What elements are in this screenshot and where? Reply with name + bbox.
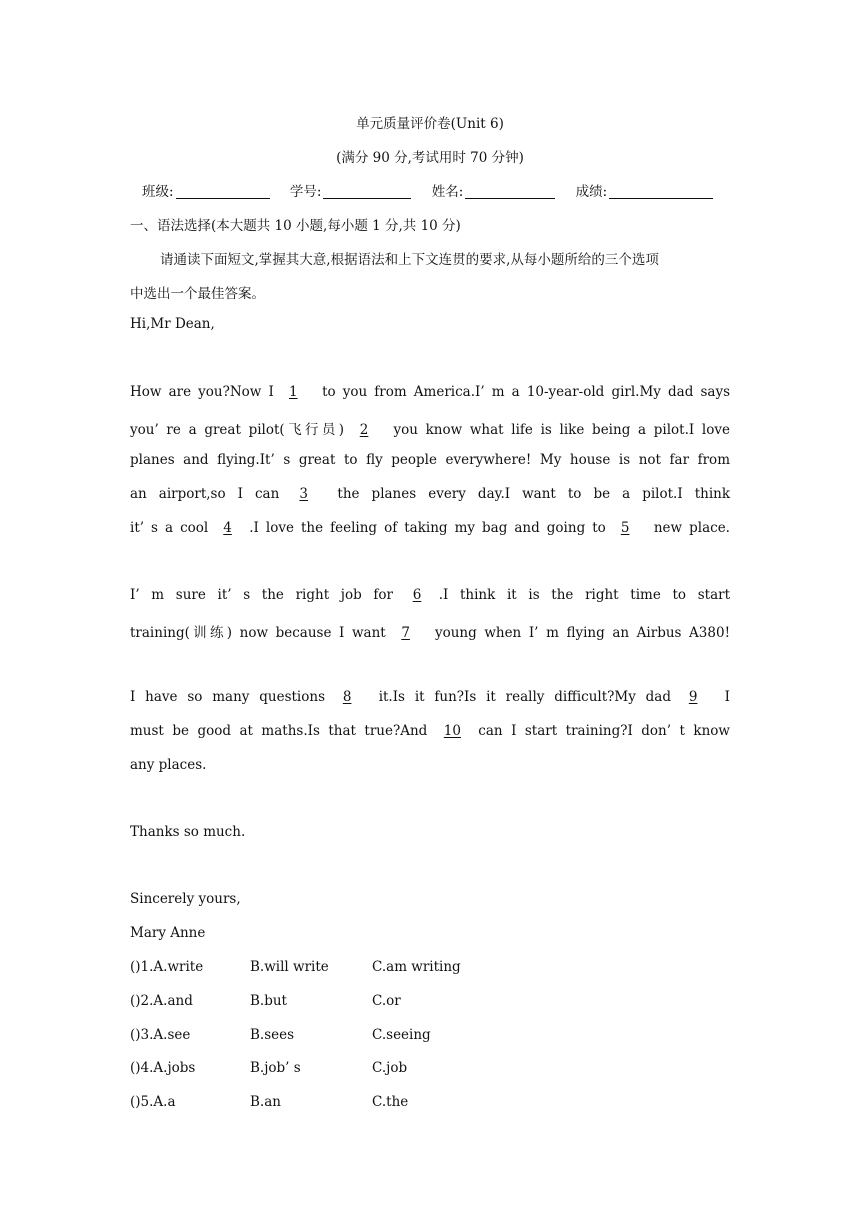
text-segment: you know what life is like being a pilot.I love — [393, 422, 730, 438]
question-choice-a[interactable]: ()2.A.and — [130, 993, 193, 1009]
blank-6[interactable]: 6 — [412, 587, 422, 603]
letter-line — [130, 587, 730, 603]
blank-3[interactable]: 3 — [299, 486, 308, 502]
letter-greeting: Hi,Mr Dean, — [130, 316, 215, 332]
choice-b[interactable]: B.job’ s — [250, 1060, 301, 1076]
choice-b[interactable]: B.sees — [250, 1027, 295, 1043]
blank-7[interactable]: 7 — [401, 625, 410, 641]
blank-2[interactable]: 2 — [359, 422, 369, 438]
letter-signature: Mary Anne — [130, 925, 206, 941]
choice-b[interactable]: B.will write — [250, 959, 329, 975]
text-segment: I’ m sure it’ s the right job for — [130, 587, 394, 603]
text-segment: it.Is it fun?Is it really difficult?My dad — [378, 689, 671, 705]
question-choice-a[interactable]: ()3.A.see — [130, 1027, 191, 1043]
letter-line — [130, 689, 730, 705]
letter-line: any places. — [130, 757, 207, 773]
text-segment: new place. — [653, 520, 730, 536]
blank-8[interactable]: 8 — [342, 689, 352, 705]
question-choice-a[interactable]: ()4.A.jobs — [130, 1060, 196, 1076]
choice-c[interactable]: C.the — [372, 1094, 409, 1110]
question-choice-a[interactable]: ()5.A.a — [130, 1094, 176, 1110]
choice-b[interactable]: B.but — [250, 993, 287, 1009]
text-segment: the planes every day.I want to be a pilot.I think — [337, 486, 731, 502]
blank-1[interactable]: 1 — [288, 384, 298, 400]
score-field[interactable] — [609, 184, 713, 199]
name-field[interactable] — [465, 184, 555, 199]
text-segment: I have so many questions — [130, 689, 325, 705]
blank-4[interactable]: 4 — [223, 520, 232, 536]
letter-thanks: Thanks so much. — [130, 824, 246, 840]
text-segment: I — [724, 689, 731, 705]
text-segment: How are you?Now I — [130, 384, 274, 400]
question-choice-a[interactable]: ()1.A.write — [130, 959, 204, 975]
text-segment: to you from America.I’ m a 10-year-old girl.My dad says — [322, 384, 731, 400]
section-heading: 一、语法选择(本大题共 10 小题,每小题 1 分,共 10 分) — [130, 218, 461, 234]
letter-line — [130, 384, 730, 400]
student-info-fields — [142, 180, 742, 200]
choice-c[interactable]: C.seeing — [372, 1027, 431, 1043]
letter-line: planes and flying.It’ s great to fly people everywhere! My house is not far from — [130, 452, 730, 468]
letter-line — [130, 520, 730, 536]
score-label: 成绩: — [575, 184, 608, 200]
page-subtitle: (满分 90 分,考试用时 70 分钟) — [336, 150, 524, 166]
student-number-field[interactable] — [323, 184, 411, 199]
text-segment: can I start training?I don’ t know — [478, 723, 730, 739]
choice-b[interactable]: B.an — [250, 1094, 281, 1110]
student-number-label: 学号: — [289, 184, 322, 200]
choice-c[interactable]: C.am writing — [372, 959, 461, 975]
choice-c[interactable]: C.job — [372, 1060, 408, 1076]
letter-line — [130, 621, 730, 641]
instruction-line-2: 中选出一个最佳答案。 — [130, 286, 265, 302]
text-segment: .I love the feeling of taking my bag and going to — [249, 520, 606, 536]
blank-10[interactable]: 10 — [443, 723, 461, 739]
blank-5[interactable]: 5 — [620, 520, 630, 536]
text-segment: must be good at maths.Is that true?And — [130, 723, 428, 739]
name-label: 姓名: — [431, 184, 464, 200]
page-title: 单元质量评价卷(Unit 6) — [356, 116, 504, 132]
choice-c[interactable]: C.or — [372, 993, 401, 1009]
instruction-line-1: 请通读下面短文,掌握其大意,根据语法和上下文连贯的要求,从每小题所给的三个选项 — [160, 252, 659, 268]
blank-9[interactable]: 9 — [688, 689, 698, 705]
letter-closing: Sincerely yours, — [130, 891, 241, 907]
text-segment: .I think it is the right time to start — [438, 587, 730, 603]
letter-line — [130, 418, 730, 438]
text-segment: you’ re a great pilot(飞行员) — [130, 422, 345, 438]
class-field[interactable] — [176, 184, 270, 199]
text-segment: training(训练) now because I want — [130, 625, 386, 641]
class-label: 班级: — [142, 184, 174, 200]
text-segment: an airport,so I can — [130, 486, 280, 502]
letter-line — [130, 486, 730, 502]
letter-line — [130, 723, 730, 739]
text-segment: it’ s a cool — [130, 520, 209, 536]
text-segment: young when I’ m flying an Airbus A380! — [434, 625, 731, 641]
